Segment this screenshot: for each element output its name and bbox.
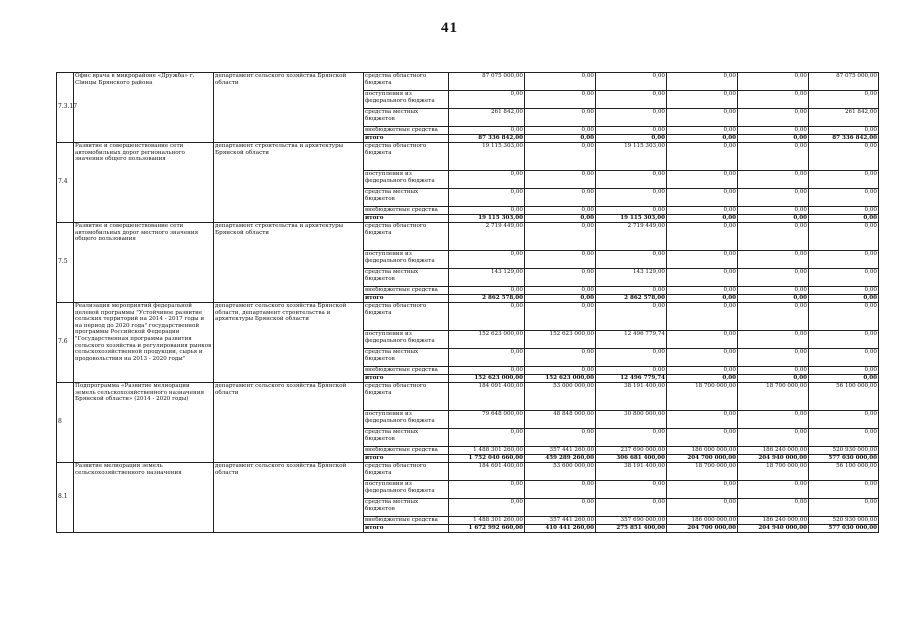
- funding-source: итого: [364, 215, 449, 223]
- funding-source: средства областного бюджета: [364, 383, 449, 411]
- funding-source: внебюджетные средства: [364, 367, 449, 375]
- amount-cell: 0,00: [525, 135, 596, 143]
- amount-cell: 0,00: [738, 367, 809, 375]
- amount-cell: 0,00: [596, 135, 667, 143]
- amount-cell: 0,00: [525, 143, 596, 171]
- funding-source: поступления из федерального бюджета: [364, 251, 449, 269]
- amount-cell: 0,00: [667, 223, 738, 251]
- amount-cell: 87 336 842,00: [809, 135, 879, 143]
- amount-cell: 0,00: [809, 91, 879, 109]
- funding-source: средства областного бюджета: [364, 73, 449, 91]
- amount-cell: 184 091 400,00: [449, 383, 525, 411]
- amount-cell: 237 690 000,00: [596, 447, 667, 455]
- amount-cell: 0,00: [667, 429, 738, 447]
- amount-cell: 0,00: [738, 171, 809, 189]
- item-name: Развитие и совершенствование сети автомобильных дорог регионального значения общего пользования: [74, 143, 214, 223]
- amount-cell: 0,00: [525, 303, 596, 331]
- amount-cell: 0,00: [667, 109, 738, 127]
- amount-cell: 0,00: [525, 499, 596, 517]
- funding-source: средства областного бюджета: [364, 303, 449, 331]
- amount-cell: 204 700 000,00: [667, 525, 738, 533]
- amount-cell: 520 930 000,00: [809, 447, 879, 455]
- funding-source: средства местных бюджетов: [364, 429, 449, 447]
- amount-cell: 0,00: [667, 349, 738, 367]
- funding-source: поступления из федерального бюджета: [364, 331, 449, 349]
- amount-cell: 0,00: [525, 429, 596, 447]
- item-executor: департамент сельского хозяйства Брянской области: [214, 463, 364, 533]
- amount-cell: 0,00: [738, 73, 809, 91]
- amount-cell: 38 191 400,00: [596, 383, 667, 411]
- funding-source: итого: [364, 135, 449, 143]
- amount-cell: 275 851 400,00: [596, 525, 667, 533]
- amount-cell: 0,00: [596, 251, 667, 269]
- amount-cell: 19 115 303,00: [596, 143, 667, 171]
- amount-cell: 18 700 000,00: [738, 383, 809, 411]
- amount-cell: 143 129,00: [596, 269, 667, 287]
- amount-cell: 0,00: [596, 349, 667, 367]
- amount-cell: 0,00: [667, 251, 738, 269]
- amount-cell: 48 848 000,00: [525, 411, 596, 429]
- funding-source: внебюджетные средства: [364, 287, 449, 295]
- amount-cell: 0,00: [596, 429, 667, 447]
- amount-cell: 0,00: [809, 499, 879, 517]
- amount-cell: 0,00: [525, 269, 596, 287]
- amount-cell: 18 700 000,00: [667, 463, 738, 481]
- funding-source: итого: [364, 525, 449, 533]
- amount-cell: 0,00: [809, 207, 879, 215]
- amount-cell: 38 191 400,00: [596, 463, 667, 481]
- amount-cell: 261 842,00: [809, 109, 879, 127]
- amount-cell: 0,00: [738, 375, 809, 383]
- item-code: 7.6: [57, 303, 74, 383]
- amount-cell: 0,00: [449, 303, 525, 331]
- amount-cell: 0,00: [738, 251, 809, 269]
- amount-cell: 0,00: [596, 73, 667, 91]
- amount-cell: 0,00: [449, 171, 525, 189]
- table-row: [57, 223, 879, 251]
- funding-source: внебюджетные средства: [364, 127, 449, 135]
- amount-cell: 204 940 000,00: [738, 455, 809, 463]
- funding-source: внебюджетные средства: [364, 207, 449, 215]
- amount-cell: 186 000 000,00: [667, 447, 738, 455]
- amount-cell: 0,00: [809, 481, 879, 499]
- item-executor: департамент сельского хозяйства Брянской области: [214, 383, 364, 463]
- amount-cell: 56 100 000,00: [809, 383, 879, 411]
- amount-cell: 0,00: [809, 295, 879, 303]
- funding-source: средства областного бюджета: [364, 143, 449, 171]
- item-name: Реализация мероприятий федеральной целевой программы "Устойчивое развитие сельских территорий на 2014 - 2017 годы и на период до 2020 года" государственной программы Российской Федерации "Государственная программа развития сельского хозяйства и регулирования рынков сельскохозяйственной продукции, сырья и продовольствия на 2013 - 2020 годы": [74, 303, 214, 383]
- amount-cell: 0,00: [738, 269, 809, 287]
- item-executor: департамент строительства и архитектуры Брянской области: [214, 143, 364, 223]
- amount-cell: 0,00: [667, 207, 738, 215]
- amount-cell: 0,00: [738, 499, 809, 517]
- funding-source: средства местных бюджетов: [364, 109, 449, 127]
- funding-source: поступления из федерального бюджета: [364, 91, 449, 109]
- amount-cell: 0,00: [667, 91, 738, 109]
- table-row: [57, 143, 879, 171]
- amount-cell: 0,00: [525, 367, 596, 375]
- item-code: 7.3.17: [57, 73, 74, 143]
- amount-cell: 0,00: [809, 223, 879, 251]
- amount-cell: 18 700 000,00: [738, 463, 809, 481]
- funding-source: итого: [364, 375, 449, 383]
- amount-cell: 0,00: [525, 295, 596, 303]
- table-row: [57, 73, 879, 91]
- amount-cell: 0,00: [738, 143, 809, 171]
- amount-cell: 0,00: [596, 189, 667, 207]
- amount-cell: 0,00: [738, 287, 809, 295]
- amount-cell: 30 800 000,00: [596, 411, 667, 429]
- item-code: 7.4: [57, 143, 74, 223]
- funding-source: средства местных бюджетов: [364, 499, 449, 517]
- amount-cell: 0,00: [738, 91, 809, 109]
- amount-cell: 577 030 000,00: [809, 455, 879, 463]
- amount-cell: 0,00: [667, 127, 738, 135]
- amount-cell: 0,00: [667, 367, 738, 375]
- amount-cell: 0,00: [596, 499, 667, 517]
- item-name: Развитие и совершенствование сети автомобильных дорог местного значения общего пользования: [74, 223, 214, 303]
- item-executor: департамент строительства и архитектуры Брянской области: [214, 223, 364, 303]
- amount-cell: 204 940 000,00: [738, 525, 809, 533]
- amount-cell: 0,00: [738, 481, 809, 499]
- amount-cell: 577 030 000,00: [809, 525, 879, 533]
- amount-cell: 0,00: [449, 429, 525, 447]
- amount-cell: 0,00: [667, 303, 738, 331]
- amount-cell: 0,00: [667, 73, 738, 91]
- page-number: 41: [441, 20, 458, 36]
- amount-cell: 0,00: [809, 189, 879, 207]
- amount-cell: 53 600 000,00: [525, 463, 596, 481]
- amount-cell: 0,00: [596, 207, 667, 215]
- amount-cell: 0,00: [809, 411, 879, 429]
- amount-cell: 0,00: [738, 295, 809, 303]
- item-code: 7.5: [57, 223, 74, 303]
- amount-cell: 0,00: [738, 331, 809, 349]
- amount-cell: 0,00: [596, 367, 667, 375]
- budget-table: [56, 72, 879, 533]
- amount-cell: 0,00: [525, 73, 596, 91]
- amount-cell: 0,00: [449, 127, 525, 135]
- amount-cell: 2 862 578,00: [596, 295, 667, 303]
- amount-cell: 2 719 449,00: [596, 223, 667, 251]
- funding-source: поступления из федерального бюджета: [364, 411, 449, 429]
- amount-cell: 0,00: [596, 127, 667, 135]
- amount-cell: 0,00: [525, 109, 596, 127]
- funding-source: средства местных бюджетов: [364, 269, 449, 287]
- amount-cell: 0,00: [738, 189, 809, 207]
- amount-cell: 0,00: [449, 287, 525, 295]
- amount-cell: 0,00: [738, 109, 809, 127]
- amount-cell: 87 336 842,00: [449, 135, 525, 143]
- amount-cell: 18 700 000,00: [667, 383, 738, 411]
- amount-cell: 0,00: [809, 143, 879, 171]
- amount-cell: 0,00: [738, 223, 809, 251]
- amount-cell: 0,00: [525, 481, 596, 499]
- amount-cell: 152 623 000,00: [525, 375, 596, 383]
- amount-cell: 0,00: [596, 171, 667, 189]
- amount-cell: 0,00: [809, 331, 879, 349]
- amount-cell: 0,00: [738, 127, 809, 135]
- table-row: [57, 303, 879, 331]
- amount-cell: 0,00: [738, 429, 809, 447]
- amount-cell: 0,00: [449, 91, 525, 109]
- amount-cell: 186 000 000,00: [667, 517, 738, 525]
- amount-cell: 19 115 303,00: [449, 143, 525, 171]
- amount-cell: 56 100 000,00: [809, 463, 879, 481]
- amount-cell: 0,00: [667, 135, 738, 143]
- amount-cell: 459 289 260,00: [525, 455, 596, 463]
- funding-source: средства областного бюджета: [364, 463, 449, 481]
- amount-cell: 152 623 000,00: [525, 331, 596, 349]
- amount-cell: 19 115 303,00: [596, 215, 667, 223]
- amount-cell: 0,00: [525, 287, 596, 295]
- funding-source: поступления из федерального бюджета: [364, 481, 449, 499]
- item-code: 8.1: [57, 463, 74, 533]
- amount-cell: 0,00: [738, 303, 809, 331]
- amount-cell: 0,00: [738, 215, 809, 223]
- amount-cell: 0,00: [525, 215, 596, 223]
- item-code: 8: [57, 383, 74, 463]
- amount-cell: 0,00: [525, 171, 596, 189]
- item-name: Офис врача в микрорайоне «Дружба» г. Clинцы Брянского района: [74, 73, 214, 143]
- amount-cell: 0,00: [449, 499, 525, 517]
- amount-cell: 0,00: [525, 251, 596, 269]
- amount-cell: 357 441 260,00: [525, 517, 596, 525]
- amount-cell: 0,00: [525, 189, 596, 207]
- amount-cell: 12 496 779,74: [596, 375, 667, 383]
- amount-cell: 261 842,00: [449, 109, 525, 127]
- funding-source: средства местных бюджетов: [364, 189, 449, 207]
- amount-cell: 0,00: [449, 367, 525, 375]
- amount-cell: 306 681 400,00: [596, 455, 667, 463]
- amount-cell: 0,00: [525, 207, 596, 215]
- amount-cell: 0,00: [667, 287, 738, 295]
- amount-cell: 0,00: [809, 215, 879, 223]
- amount-cell: 12 496 779,74: [596, 331, 667, 349]
- amount-cell: 0,00: [667, 411, 738, 429]
- amount-cell: 87 075 000,00: [449, 73, 525, 91]
- amount-cell: 0,00: [809, 303, 879, 331]
- amount-cell: 0,00: [525, 223, 596, 251]
- amount-cell: 186 240 000,00: [738, 517, 809, 525]
- amount-cell: 0,00: [449, 207, 525, 215]
- item-executor: департамент сельского хозяйства Брянской области, департамент строительства и архитектуры Брянской области: [214, 303, 364, 383]
- amount-cell: 0,00: [809, 171, 879, 189]
- funding-source: внебюджетные средства: [364, 517, 449, 525]
- amount-cell: 0,00: [809, 349, 879, 367]
- funding-source: итого: [364, 455, 449, 463]
- funding-source: средства местных бюджетов: [364, 349, 449, 367]
- table-row: [57, 383, 879, 411]
- amount-cell: 0,00: [809, 429, 879, 447]
- amount-cell: 0,00: [738, 411, 809, 429]
- amount-cell: 0,00: [667, 375, 738, 383]
- amount-cell: 1 488 301 260,00: [449, 517, 525, 525]
- amount-cell: 152 623 000,00: [449, 375, 525, 383]
- amount-cell: 0,00: [449, 481, 525, 499]
- amount-cell: 53 000 000,00: [525, 383, 596, 411]
- item-name: Подпрограмма «Развитие мелиорации земель сельскохозяйственного назначения Брянской области» (2014 - 2020 годы): [74, 383, 214, 463]
- amount-cell: 1 752 040 660,00: [449, 455, 525, 463]
- amount-cell: 357 690 000,00: [596, 517, 667, 525]
- amount-cell: 1 672 992 660,00: [449, 525, 525, 533]
- amount-cell: 357 441 260,00: [525, 447, 596, 455]
- amount-cell: 0,00: [596, 303, 667, 331]
- amount-cell: 0,00: [667, 143, 738, 171]
- item-executor: департамент сельского хозяйства Брянской области: [214, 73, 364, 143]
- amount-cell: 0,00: [449, 189, 525, 207]
- amount-cell: 184 691 400,00: [449, 463, 525, 481]
- amount-cell: 0,00: [449, 251, 525, 269]
- amount-cell: 0,00: [738, 135, 809, 143]
- table-row: [57, 463, 879, 481]
- amount-cell: 0,00: [667, 171, 738, 189]
- amount-cell: 0,00: [596, 287, 667, 295]
- amount-cell: 0,00: [809, 251, 879, 269]
- amount-cell: 0,00: [809, 367, 879, 375]
- amount-cell: 520 930 000,00: [809, 517, 879, 525]
- amount-cell: 410 441 260,00: [525, 525, 596, 533]
- amount-cell: 0,00: [809, 287, 879, 295]
- amount-cell: 0,00: [596, 481, 667, 499]
- amount-cell: 0,00: [449, 349, 525, 367]
- funding-source: итого: [364, 295, 449, 303]
- amount-cell: 0,00: [809, 127, 879, 135]
- amount-cell: 0,00: [738, 349, 809, 367]
- amount-cell: 0,00: [738, 207, 809, 215]
- amount-cell: 0,00: [525, 91, 596, 109]
- amount-cell: 79 648 000,00: [449, 411, 525, 429]
- amount-cell: 186 240 000,00: [738, 447, 809, 455]
- amount-cell: 87 075 000,00: [809, 73, 879, 91]
- amount-cell: 152 623 000,00: [449, 331, 525, 349]
- amount-cell: 2 862 578,00: [449, 295, 525, 303]
- amount-cell: 0,00: [667, 189, 738, 207]
- amount-cell: 0,00: [667, 481, 738, 499]
- amount-cell: 0,00: [667, 499, 738, 517]
- amount-cell: 2 719 449,00: [449, 223, 525, 251]
- amount-cell: 0,00: [596, 91, 667, 109]
- amount-cell: 0,00: [525, 349, 596, 367]
- amount-cell: 0,00: [667, 215, 738, 223]
- amount-cell: 0,00: [667, 295, 738, 303]
- amount-cell: 1 488 301 260,00: [449, 447, 525, 455]
- amount-cell: 204 700 000,00: [667, 455, 738, 463]
- amount-cell: 0,00: [809, 269, 879, 287]
- amount-cell: 0,00: [667, 331, 738, 349]
- funding-source: поступления из федерального бюджета: [364, 171, 449, 189]
- item-name: Развитие мелиорации земель сельскохозяйственного назначения: [74, 463, 214, 533]
- amount-cell: 19 115 303,00: [449, 215, 525, 223]
- amount-cell: 143 129,00: [449, 269, 525, 287]
- funding-source: средства областного бюджета: [364, 223, 449, 251]
- amount-cell: 0,00: [596, 109, 667, 127]
- funding-source: внебюджетные средства: [364, 447, 449, 455]
- amount-cell: 0,00: [809, 375, 879, 383]
- amount-cell: 0,00: [667, 269, 738, 287]
- amount-cell: 0,00: [525, 127, 596, 135]
